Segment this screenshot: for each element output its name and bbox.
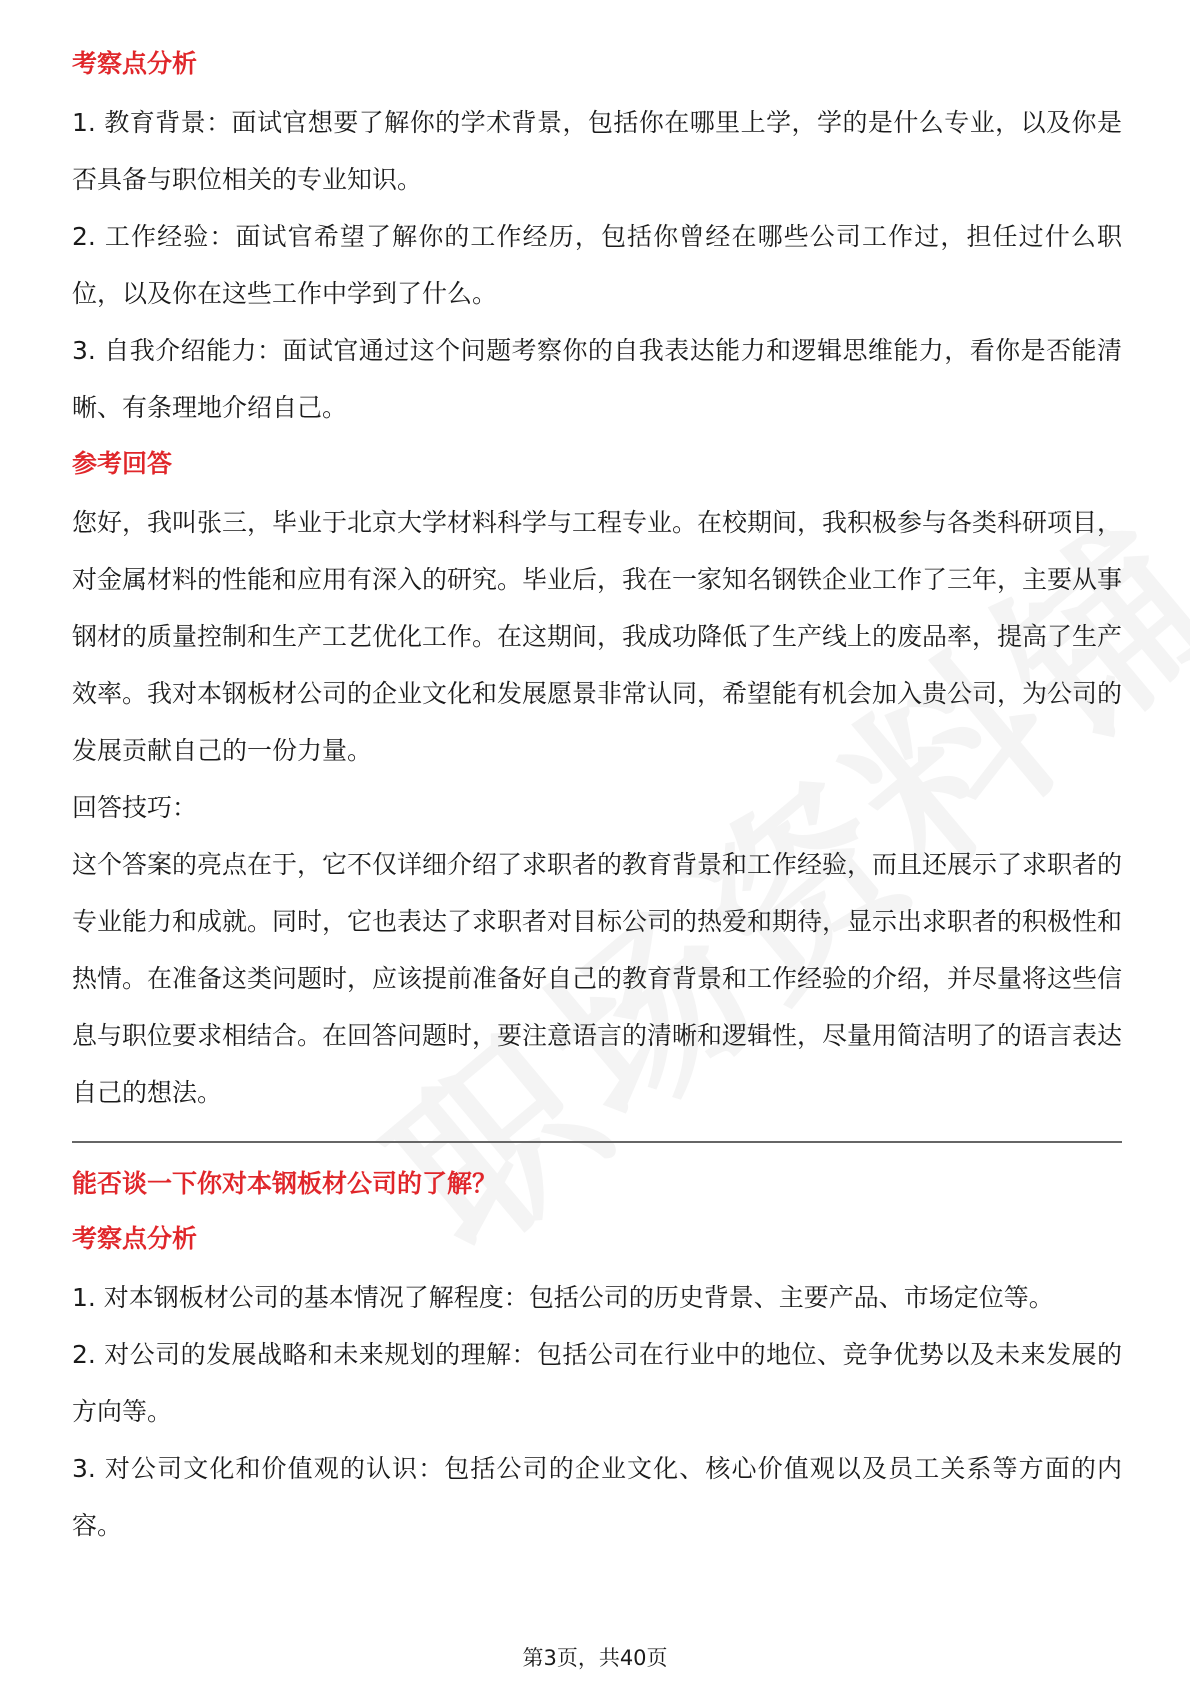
reference-answer-text: 您好，我叫张三，毕业于北京大学材料科学与工程专业。在校期间，我积极参与各类科研项目，对金属材料的性能和应用有深入的研究。毕业后，我在一家知名钢铁企业工作了三年，主要从事钢材的质量控制和生产工艺优化工作。在这期间，我成功降低了生产线上的废品率，提高了生产效率。我对本钢板材公司的企业文化和发展愿景非常认同，希望能有机会加入贵公司，为公司的发展贡献自己的一份力量。 xyxy=(72,508,1123,765)
question-2-section xyxy=(72,1161,1122,1554)
analysis-section xyxy=(72,44,1122,436)
analysis-heading: 考察点分析 xyxy=(72,49,198,78)
question-2-item-1: 1. 对本钢板材公司的基本情况了解程度：包括公司的历史背景、主要产品、市场定位等。 xyxy=(72,1283,1054,1312)
section-divider xyxy=(72,1141,1122,1143)
page-number: 第3页，共40页 xyxy=(522,1646,668,1670)
reference-answer-section xyxy=(72,444,1122,1121)
question-2-item-3: 3. 对公司文化和价值观的认识：包括公司的企业文化、核心价值观以及员工关系等方面的内容。 xyxy=(72,1454,1122,1540)
answer-tips-text: 这个答案的亮点在于，它不仅详细介绍了求职者的教育背景和工作经验，而且还展示了求职者的专业能力和成就。同时，它也表达了求职者对目标公司的热爱和期待，显示出求职者的积极性和热情。在准备这类问题时，应该提前准备好自己的教育背景和工作经验的介绍，并尽量将这些信息与职位要求相结合。在回答问题时，要注意语言的清晰和逻辑性，尽量用简洁明了的语言表达自己的想法。 xyxy=(72,850,1123,1107)
reference-answer-heading: 参考回答 xyxy=(72,449,173,478)
question-2-analysis-heading: 考察点分析 xyxy=(72,1224,198,1253)
analysis-item-3: 3. 自我介绍能力：面试官通过这个问题考察你的自我表达能力和逻辑思维能力，看你是否能清晰、有条理地介绍自己。 xyxy=(72,336,1122,422)
document-page xyxy=(72,44,1122,1554)
answer-tips-label: 回答技巧： xyxy=(72,793,198,822)
analysis-item-2: 2. 工作经验：面试官希望了解你的工作经历，包括你曾经在哪些公司工作过，担任过什么职位，以及你在这些工作中学到了什么。 xyxy=(72,222,1122,308)
question-2-title: 能否谈一下你对本钢板材公司的了解？ xyxy=(72,1169,498,1198)
question-2-item-2: 2. 对公司的发展战略和未来规划的理解：包括公司在行业中的地位、竞争优势以及未来发展的方向等。 xyxy=(72,1340,1122,1426)
analysis-item-1: 1. 教育背景：面试官想要了解你的学术背景，包括你在哪里上学，学的是什么专业，以及你是否具备与职位相关的专业知识。 xyxy=(72,108,1122,194)
